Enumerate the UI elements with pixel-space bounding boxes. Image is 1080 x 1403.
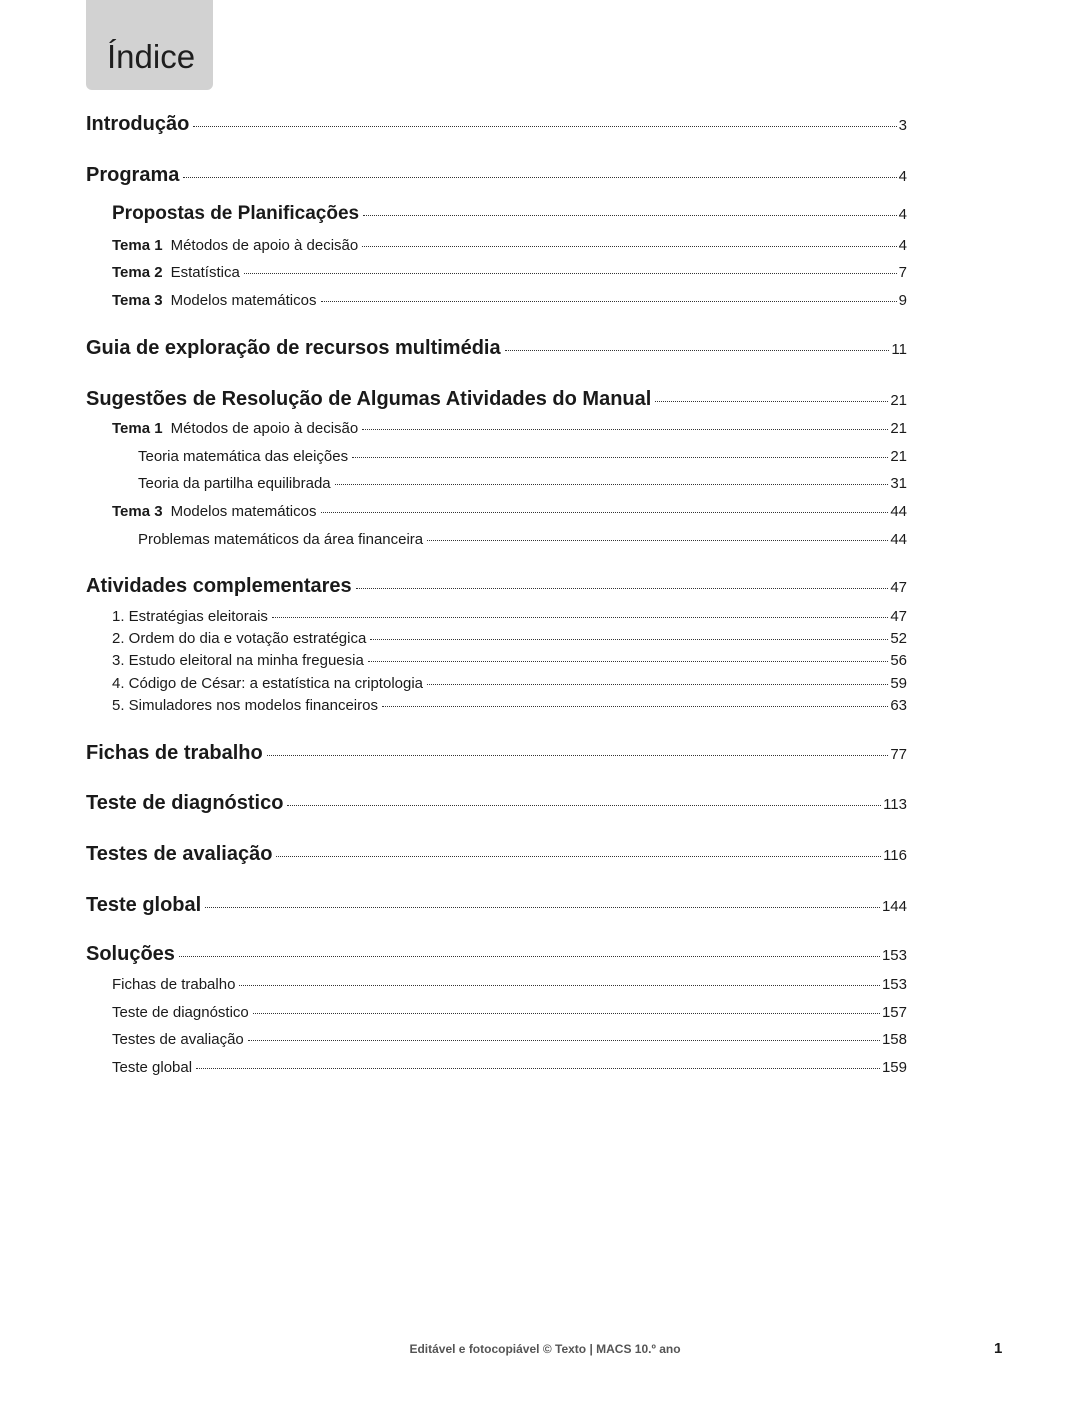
toc-entry-atividades[interactable]	[86, 575, 907, 598]
toc-entry-label: Problemas matemáticos da área financeira	[138, 531, 424, 548]
toc-entry-page: 44	[890, 503, 907, 520]
toc-entry-fichas[interactable]	[86, 742, 907, 765]
dot-leader	[248, 1040, 880, 1041]
toc-entry-label: Atividades complementares	[86, 575, 352, 597]
dot-leader	[655, 401, 888, 402]
dot-leader	[427, 684, 888, 685]
toc-entry-page: 44	[890, 531, 907, 548]
dot-leader	[362, 429, 888, 430]
dot-leader	[363, 215, 897, 216]
dot-leader	[370, 639, 888, 640]
toc-entry-label: Modelos matemáticos	[170, 503, 317, 520]
toc-entry-label: Soluções	[86, 943, 175, 965]
toc-entry-label: 1. Estratégias eleitorais	[112, 608, 268, 625]
toc-entry-avaliacao[interactable]	[86, 843, 907, 866]
dot-leader	[356, 588, 889, 589]
dot-leader	[244, 273, 897, 274]
toc-entry-page: 47	[890, 579, 907, 596]
page-footer: Editável e fotocopiável © Texto | MACS 10.º ano	[409, 1342, 681, 1356]
toc-entry-label: Programa	[86, 164, 180, 186]
toc-entry-tema: Tema 1	[112, 420, 163, 437]
toc-entry-atividade-1[interactable]	[112, 608, 907, 625]
toc-entry-label: Testes de avaliação	[86, 843, 273, 865]
toc-entry-label: Teste de diagnóstico	[112, 1004, 249, 1021]
page-number: 1	[994, 1340, 1003, 1357]
toc-entry-label: Sugestões de Resolução de Algumas Atividades do Manual	[86, 388, 652, 410]
toc-entry-solucoes-fichas[interactable]	[112, 976, 907, 993]
toc-entry-label: 2. Ordem do dia e votação estratégica	[112, 630, 367, 647]
toc-entry-page: 56	[890, 652, 907, 669]
toc-entry-page: 113	[883, 796, 907, 813]
toc-entry-label: Guia de exploração de recursos multimédia	[86, 337, 501, 359]
dot-leader	[205, 907, 880, 908]
index-title-tab	[86, 0, 213, 90]
dot-leader	[239, 985, 880, 986]
toc-entry-label: 4. Código de César: a estatística na criptologia	[112, 675, 424, 692]
toc-entry-label: Estatística	[170, 264, 240, 281]
toc-entry-page: 153	[881, 947, 907, 964]
dot-leader	[427, 540, 888, 541]
toc-entry-programa-tema2[interactable]	[112, 264, 907, 281]
toc-entry-solucoes[interactable]	[86, 943, 907, 966]
toc-entry-atividade-4[interactable]	[112, 675, 907, 692]
dot-leader	[368, 661, 888, 662]
toc-entry-label: Fichas de trabalho	[112, 976, 236, 993]
dot-leader	[183, 177, 896, 178]
dot-leader	[321, 512, 889, 513]
toc-entry-page: 7	[898, 264, 907, 281]
toc-entry-programa[interactable]	[86, 164, 907, 187]
toc-entry-programa-tema3[interactable]	[112, 292, 907, 309]
toc-entry-page: 21	[890, 392, 907, 409]
toc-entry-page: 3	[898, 117, 907, 134]
toc-entry-label: Métodos de apoio à decisão	[170, 420, 359, 437]
toc-entry-page: 4	[898, 206, 907, 223]
dot-leader	[276, 856, 881, 857]
toc-entry-label: Métodos de apoio à decisão	[170, 237, 359, 254]
toc-entry-label: Teste global	[112, 1059, 193, 1076]
toc-entry-solucoes-global[interactable]	[112, 1059, 907, 1076]
toc-entry-eleicoes[interactable]	[138, 448, 907, 465]
toc-entry-label: Propostas de Planificações	[112, 203, 360, 224]
dot-leader	[321, 301, 897, 302]
dot-leader	[267, 755, 889, 756]
dot-leader	[272, 617, 888, 618]
toc-entry-solucoes-diagnostico[interactable]	[112, 1004, 907, 1021]
dot-leader	[253, 1013, 880, 1014]
toc-entry-page: 4	[898, 168, 907, 185]
toc-entry-page: 157	[881, 1004, 907, 1021]
dot-leader	[193, 126, 896, 127]
dot-leader	[287, 805, 881, 806]
toc-entry-tema: Tema 2	[112, 264, 163, 281]
toc-entry-label: Modelos matemáticos	[170, 292, 317, 309]
toc-entry-label: Teoria matemática das eleições	[138, 448, 349, 465]
toc-entry-label: Fichas de trabalho	[86, 742, 263, 764]
toc-entry-diagnostico[interactable]	[86, 792, 907, 815]
toc-entry-page: 21	[890, 420, 907, 437]
toc-entry-tema: Tema 3	[112, 503, 163, 520]
toc-entry-tema: Tema 3	[112, 292, 163, 309]
toc-entry-tema: Tema 1	[112, 237, 163, 254]
toc-entry-page: 63	[890, 697, 907, 714]
dot-leader	[505, 350, 890, 351]
dot-leader	[352, 457, 888, 458]
toc-entry-label: 3. Estudo eleitoral na minha freguesia	[112, 652, 364, 669]
toc-entry-page: 52	[890, 630, 907, 647]
toc-entry-page: 31	[890, 475, 907, 492]
toc-entry-page: 158	[881, 1031, 907, 1048]
toc-entry-page: 11	[891, 341, 907, 358]
dot-leader	[335, 484, 889, 485]
toc-entry-sugestoes[interactable]	[86, 388, 907, 411]
toc-entry-page: 153	[881, 976, 907, 993]
dot-leader	[362, 246, 896, 247]
dot-leader	[179, 956, 880, 957]
toc-entry-label: Teste de diagnóstico	[86, 792, 284, 814]
toc-entry-label: Teste global	[86, 894, 202, 916]
toc-entry-page: 4	[898, 237, 907, 254]
index-title: Índice	[107, 38, 196, 75]
toc-entry-page: 9	[898, 292, 907, 309]
toc-entry-label: Testes de avaliação	[112, 1031, 244, 1048]
dot-leader	[196, 1068, 880, 1069]
toc-entry-financeira[interactable]	[138, 531, 907, 548]
toc-entry-page: 59	[890, 675, 907, 692]
toc-entry-page: 159	[881, 1059, 907, 1076]
toc-entry-label: 5. Simuladores nos modelos financeiros	[112, 697, 378, 714]
toc-entry-solucoes-avaliacao[interactable]	[112, 1031, 907, 1048]
toc-entry-atividade-2[interactable]	[112, 630, 907, 647]
toc-entry-page: 77	[890, 746, 907, 763]
toc-entry-label: Teoria da partilha equilibrada	[138, 475, 331, 492]
toc-entry-partilha[interactable]	[138, 475, 907, 492]
toc-entry-sugestoes-tema3[interactable]	[112, 503, 907, 520]
toc-entry-page: 144	[881, 898, 907, 915]
toc-entry-atividade-3[interactable]	[112, 652, 907, 669]
toc-entry-sugestoes-tema1[interactable]	[112, 420, 907, 437]
toc-entry-label: Introdução	[86, 113, 190, 135]
toc-entry-atividade-5[interactable]	[112, 697, 907, 714]
toc-entry-page: 116	[883, 847, 907, 864]
toc-entry-programa-tema1[interactable]	[112, 237, 907, 254]
toc-entry-propostas[interactable]	[112, 203, 907, 225]
toc-entry-guia[interactable]	[86, 337, 907, 360]
toc-entry-page: 47	[890, 608, 907, 625]
toc-entry-introducao[interactable]	[86, 113, 907, 136]
dot-leader	[382, 706, 888, 707]
toc-entry-global[interactable]	[86, 894, 907, 917]
toc-entry-page: 21	[890, 448, 907, 465]
